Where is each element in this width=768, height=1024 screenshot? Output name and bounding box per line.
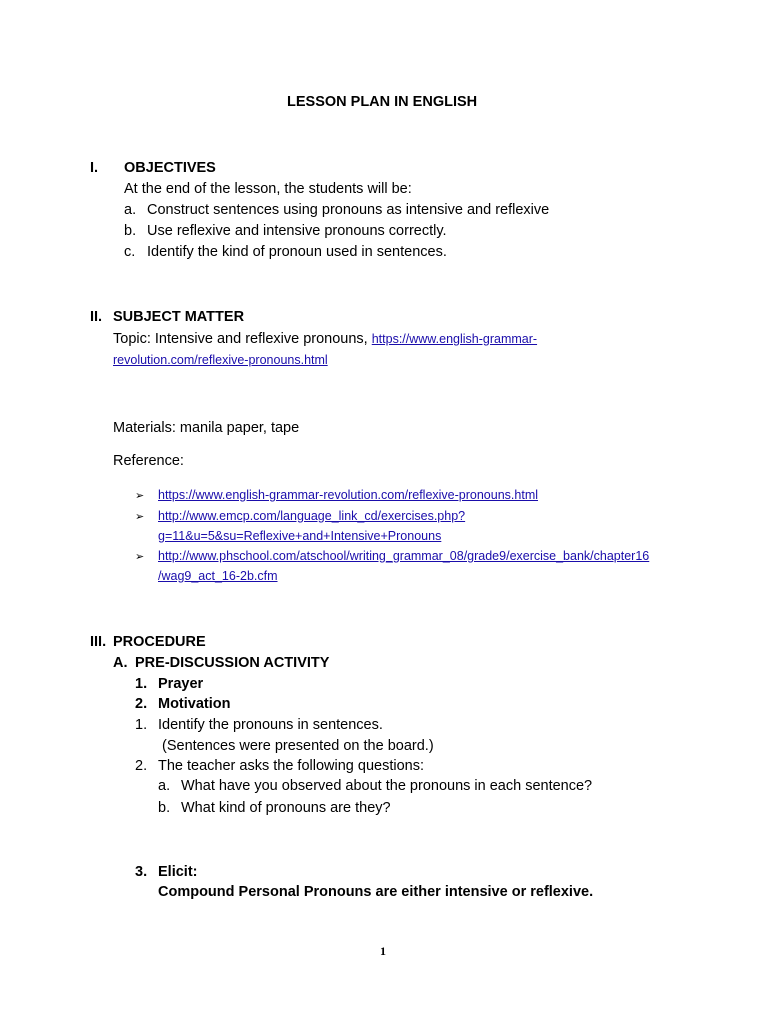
activity-marker: 2. xyxy=(135,758,148,774)
objective-item: Use reflexive and intensive pronouns correctly. xyxy=(147,223,447,239)
question-marker: a. xyxy=(158,778,171,794)
reference-link[interactable]: http://www.emcp.com/language_link_cd/exercises.php? xyxy=(158,509,466,523)
objective-item: Identify the kind of pronoun used in sentences. xyxy=(147,244,447,260)
arrow-bullet-icon: ➢ xyxy=(135,490,145,502)
section-heading: OBJECTIVES xyxy=(124,160,216,176)
reference-link[interactable]: http://www.phschool.com/atschool/writing_grammar_08/grade9/exercise_bank/chapter16 xyxy=(158,549,650,563)
question-text: What kind of pronouns are they? xyxy=(181,800,391,816)
page-title: LESSON PLAN IN ENGLISH xyxy=(287,94,478,110)
topic-link[interactable]: https://www.english-grammar- xyxy=(371,332,538,346)
arrow-bullet-icon: ➢ xyxy=(135,551,145,563)
objective-item: Construct sentences using pronouns as intensive and reflexive xyxy=(147,202,550,218)
question-marker: b. xyxy=(158,800,171,816)
section-numeral: III. xyxy=(90,634,107,650)
topic-line xyxy=(113,331,537,347)
reference-link-continued[interactable]: g=11&u=5&su=Reflexive+and+Intensive+Pronouns xyxy=(158,529,442,543)
elicit-heading: Elicit: xyxy=(158,864,198,880)
list-marker: c. xyxy=(124,244,136,260)
question-text: What have you observed about the pronouns in each sentence? xyxy=(181,778,593,794)
subsection-heading: PRE-DISCUSSION ACTIVITY xyxy=(135,655,330,671)
step-label: Prayer xyxy=(158,676,204,692)
materials-line: Materials: manila paper, tape xyxy=(113,420,300,436)
step-marker: 3. xyxy=(135,864,148,880)
step-marker: 1. xyxy=(135,676,148,692)
step-marker: 2. xyxy=(135,696,148,712)
section-numeral: I. xyxy=(90,160,99,176)
step-label: Motivation xyxy=(158,696,231,712)
topic-link-continued[interactable]: revolution.com/reflexive-pronouns.html xyxy=(113,353,328,367)
activity-text: The teacher asks the following questions: xyxy=(158,758,424,774)
arrow-bullet-icon: ➢ xyxy=(135,511,145,523)
list-marker: a. xyxy=(124,202,137,218)
section-heading: SUBJECT MATTER xyxy=(113,309,245,325)
subsection-marker: A. xyxy=(113,655,128,671)
activity-marker: 1. xyxy=(135,717,148,733)
reference-label: Reference: xyxy=(113,453,184,469)
topic-label: Topic: Intensive and reflexive pronouns, xyxy=(113,331,372,347)
list-marker: b. xyxy=(124,223,137,239)
objectives-intro: At the end of the lesson, the students will be: xyxy=(124,181,412,197)
elicit-statement: Compound Personal Pronouns are either intensive or reflexive. xyxy=(158,884,594,900)
page-number: 1 xyxy=(380,944,386,958)
section-numeral: II. xyxy=(90,309,103,325)
reference-link[interactable]: https://www.english-grammar-revolution.com/reflexive-pronouns.html xyxy=(158,488,539,502)
activity-text: Identify the pronouns in sentences. xyxy=(158,717,383,733)
reference-link-continued[interactable]: /wag9_act_16-2b.cfm xyxy=(158,569,278,583)
section-heading: PROCEDURE xyxy=(113,634,206,650)
activity-note: (Sentences were presented on the board.) xyxy=(162,738,434,754)
